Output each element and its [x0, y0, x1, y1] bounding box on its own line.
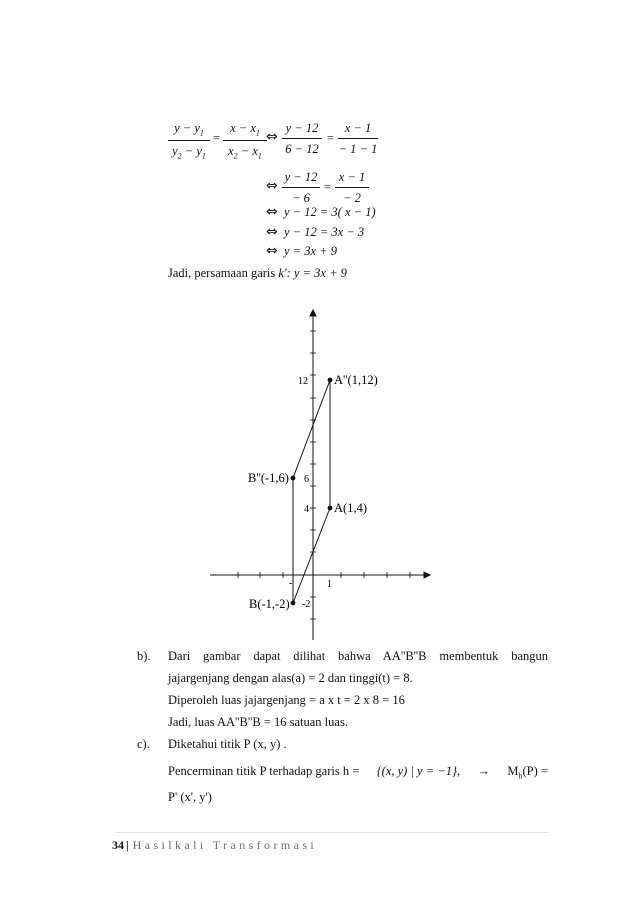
footer-divider — [116, 832, 548, 833]
mapping-letter: M — [507, 764, 519, 778]
part-c-line-1: Diketahui titik P (x, y) . — [168, 737, 287, 751]
denominator: x — [228, 143, 234, 158]
point-B2 — [291, 476, 296, 481]
numerator: x − x — [230, 121, 256, 135]
denominator-rest: − x — [237, 143, 258, 158]
iff-symbol: ⇔ — [266, 243, 278, 259]
x-tick-label: 1 — [327, 579, 332, 590]
y-tick-label: -2 — [302, 599, 311, 610]
part-b-line-2: jajargenjang dengan alas(a) = 2 dan tinggi(t) = 8. — [168, 671, 413, 685]
subscript: 1 — [199, 128, 204, 138]
equation-step-5: y = 3x + 9 — [284, 244, 337, 258]
point-A2 — [328, 378, 333, 383]
arrow-symbol: → — [477, 764, 490, 778]
y-tick-label: 12 — [298, 376, 308, 387]
page-number: 34 — [112, 838, 124, 852]
subscript: 1 — [255, 128, 260, 138]
reflection-text: Pencerminan titik P terhadap garis h = — [168, 764, 360, 778]
iff-symbol: ⇔ — [266, 224, 278, 240]
part-b-line-4: Jadi, luas AA''B''B = 16 satuan luas. — [168, 715, 348, 729]
segment-B2-A2 — [293, 380, 330, 478]
denominator: 6 − 12 — [285, 142, 319, 156]
subscript: 1 — [257, 151, 262, 160]
axes — [210, 310, 430, 640]
point-B — [291, 601, 296, 606]
part-b-marker: b). — [137, 649, 151, 663]
part-b-line-3: Diperoleh luas jajargenjang = a x t = 2 x 8 = 16 — [168, 693, 405, 707]
part-c-line-3: P' (x', y') — [168, 790, 212, 804]
page-footer — [112, 838, 317, 853]
book-title: Hasilkali Transformasi — [132, 838, 318, 852]
subscript: 2 — [233, 151, 238, 160]
denominator-rest: − y — [181, 143, 202, 158]
mapping-rest: (P) = — [522, 764, 548, 778]
point-label-A2: A''(1,12) — [334, 373, 378, 387]
point-label-B2: B''(-1,6) — [248, 471, 289, 485]
line-equation: : y = 3x + 9 — [286, 266, 347, 280]
numerator: y − 12 — [282, 121, 322, 139]
point-A — [328, 506, 333, 511]
part-c-marker: c). — [137, 737, 150, 751]
part-b-line-1: Dari gambar dapat dilihat bahwa AA''B''B membentuk bangun — [168, 649, 548, 663]
subscript: 1 — [201, 151, 206, 160]
part-c-line-2 — [168, 764, 548, 781]
segment-B-A — [293, 508, 330, 603]
equals-sign: = — [324, 180, 332, 194]
parallelogram-lines — [293, 380, 330, 603]
equals-sign: = — [327, 131, 335, 145]
numerator: x − 1 — [335, 170, 369, 188]
denominator: − 2 — [343, 191, 361, 205]
footer-separator: | — [126, 838, 129, 852]
iff-symbol: ⇔ — [266, 204, 278, 220]
equation-step-3: y − 12 = 3( x − 1) — [284, 205, 376, 219]
numerator: x − 1 — [338, 121, 378, 139]
subscript: 2 — [177, 151, 182, 160]
y-tick-label: 6 — [304, 474, 309, 485]
y-axis-arrow — [310, 310, 316, 316]
x-tick-label: - — [289, 578, 293, 589]
denominator: − 1 − 1 — [338, 142, 378, 156]
equals-sign: = — [213, 131, 221, 145]
mapping-notation — [507, 764, 548, 781]
conclusion-prefix: Jadi, persamaan garis — [168, 266, 279, 280]
x-axis-arrow — [424, 572, 430, 578]
iff-symbol: ⇔ — [266, 129, 278, 145]
point-label-B: B(-1,-2) — [249, 597, 290, 611]
line-name: k' — [278, 266, 287, 280]
mapping-subscript: h — [518, 771, 523, 781]
y-tick-label: 4 — [304, 504, 309, 515]
iff-symbol: ⇔ — [266, 178, 278, 194]
set-notation: {(x, y) | y = −1}, — [376, 764, 461, 778]
numerator: y − 12 — [282, 170, 320, 188]
equation-step-4: y − 12 = 3x − 3 — [284, 225, 365, 239]
denominator: y — [172, 143, 178, 158]
denominator: − 6 — [292, 191, 310, 205]
point-label-A: A(1,4) — [334, 501, 367, 515]
numerator: y − y — [174, 121, 200, 135]
